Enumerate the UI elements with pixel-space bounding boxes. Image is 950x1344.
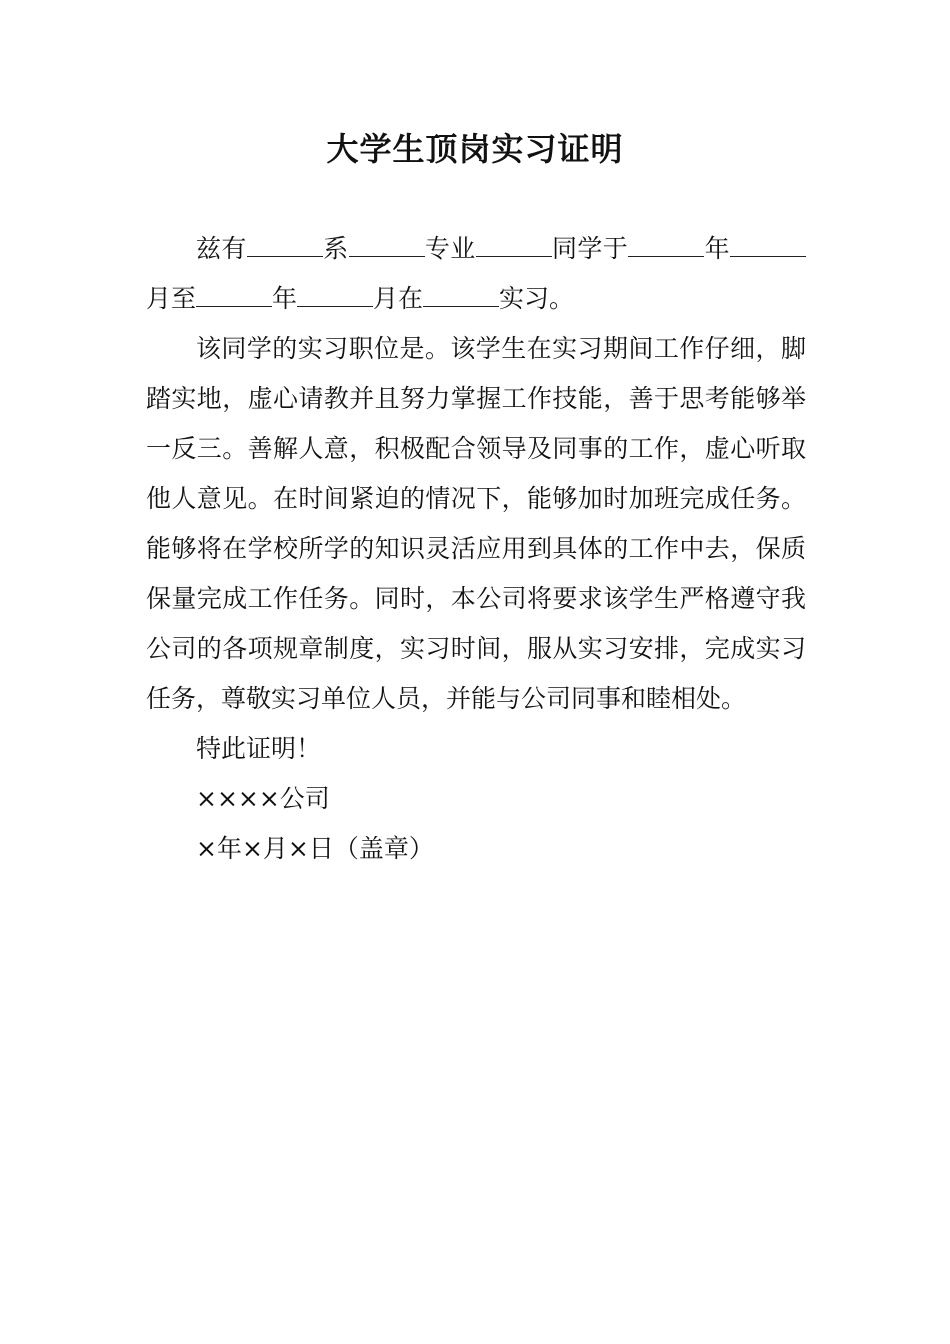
- blank-field-major: [349, 234, 425, 257]
- intro-text-6: 月至: [146, 284, 197, 313]
- intro-text-4: 同学于: [551, 234, 629, 263]
- document-title: 大学生顶岗实习证明: [326, 130, 624, 168]
- blank-field-start-year: [628, 234, 704, 257]
- document-body: [146, 224, 806, 874]
- blank-field-end-year: [196, 284, 272, 307]
- blank-field-student-name: [476, 234, 552, 257]
- intro-text-2: 系: [322, 234, 349, 263]
- blank-field-end-month: [297, 284, 373, 307]
- intro-text-1: 兹有: [196, 234, 247, 263]
- closing-statement: 特此证明！: [196, 734, 322, 763]
- body-paragraph: 该同学的实习职位是。该学生在实习期间工作仔细，脚踏实地，虚心请教并且努力掌握工作技能，善于思考能够举一反三。善解人意，积极配合领导及同事的工作，虚心听取他人意见。在时间紧迫的情况下，能够加时加班完成任务。能够将在学校所学的知识灵活应用到具体的工作中去，保质保量完成工作任务。同时，本公司将要求该学生严格遵守我公司的各项规章制度，实习时间，服从实习安排，完成实习任务，尊敬实习单位人员，并能与公司同事和睦相处。: [146, 334, 806, 713]
- date-and-stamp: ×年×月×日（盖章）: [196, 834, 434, 863]
- intro-text-8: 月在: [373, 284, 424, 313]
- intro-text-3: 专业: [424, 234, 476, 263]
- intro-text-5: 年: [704, 234, 730, 263]
- blank-field-start-month: [730, 234, 806, 257]
- intro-paragraph: [146, 224, 806, 324]
- intro-text-9: 实习。: [499, 284, 575, 313]
- blank-field-department: [247, 234, 323, 257]
- company-name: ××××公司: [196, 784, 330, 813]
- intro-text-7: 年: [272, 284, 298, 313]
- blank-field-company: [423, 284, 499, 307]
